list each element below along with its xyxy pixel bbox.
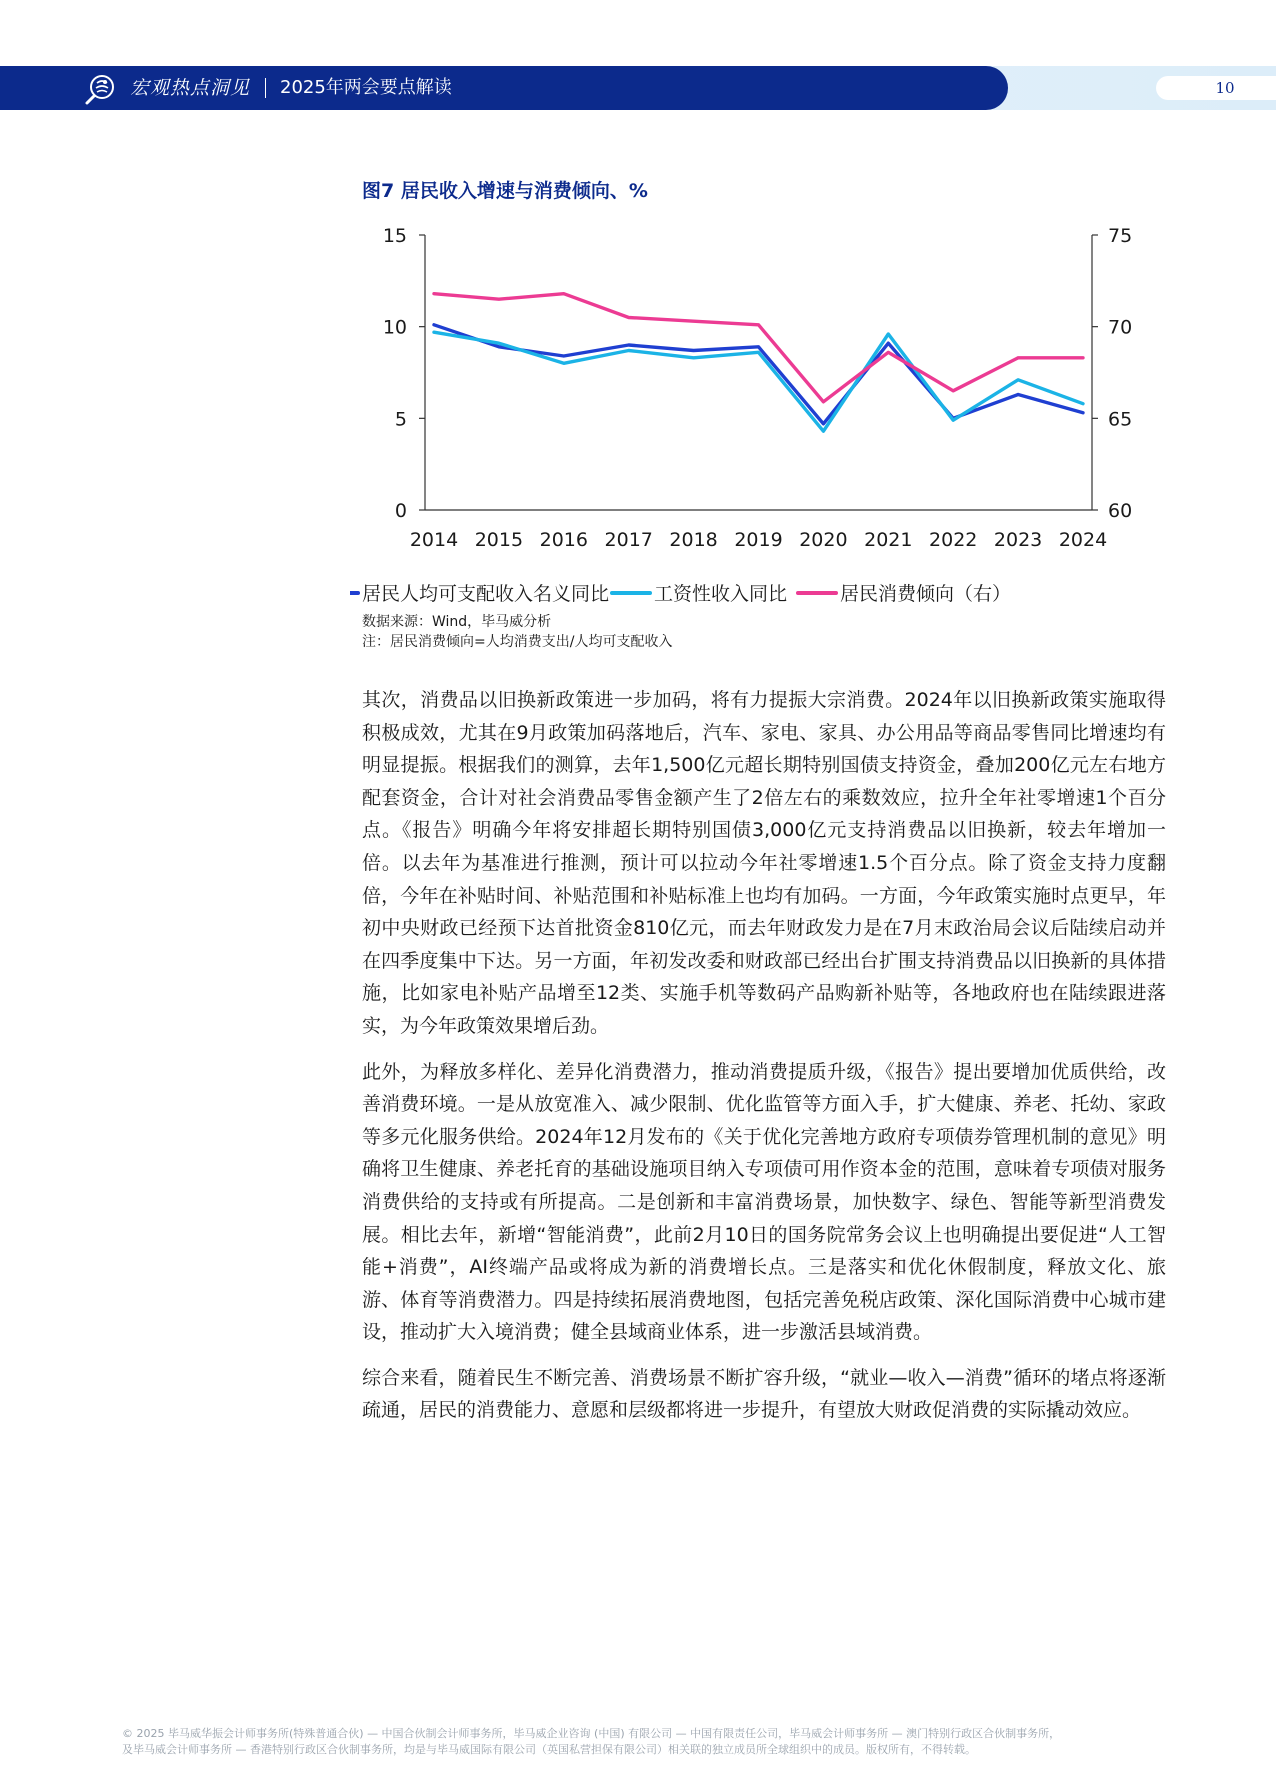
chart-legend <box>350 583 1011 605</box>
y-right-tick-label: 60 <box>1108 500 1133 522</box>
y-left-tick-label: 5 <box>394 408 407 431</box>
x-tick-label: 2019 <box>734 529 783 551</box>
legend-label: 居民人均可支配收入名义同比 <box>362 583 610 605</box>
footer-copyright <box>122 1726 1162 1758</box>
page-number: 10 <box>1215 79 1235 97</box>
y-right-tick-label: 70 <box>1108 316 1133 339</box>
paragraph: 此外，为释放多样化、差异化消费潜力，推动消费提质升级，《报告》提出要增加优质供给，改善消费环境。一是从放宽准入、减少限制、优化监管等方面入手，扩大健康、养老、托幼、家政等多元化服务供给。2024年12月发布的《关于优化完善地方政府专项债券管理机制的意见》明确将卫生健康、养老托育的基础设施项目纳入专项债可用作资本金的范围，意味着专项债对服务消费供给的支持或有所提高。二是创新和丰富消费场景，加快数字、绿色、智能等新型消费发展。相比去年，新增“智能消费”，此前2月10日的国务院常务会议上也明确提出要促进“人工智能+消费”，AI终端产品或将成为新的消费增长点。三是落实和优化休假制度，释放文化、旅游、体育等消费潜力。四是持续拓展消费地图，包括完善免税店政策、深化国际消费中心城市建设，推动扩大入境消费；健全县域商业体系，进一步激活县域消费。 <box>362 1060 1166 1344</box>
figure-source: 数据来源：Wind，毕马威分析 <box>362 614 552 630</box>
paragraph: 其次，消费品以旧换新政策进一步加码，将有力提振大宗消费。2024年以旧换新政策实施取得积极成效，尤其在9月政策加码落地后，汽车、家电、家具、办公用品等商品零售同比增速均有明显提振。根据我们的测算，去年1,500亿元超长期特别国债支持资金，叠加200亿元左右地方配套资金，合计对社会消费品零售金额产生了2倍左右的乘数效应，拉升全年社零增速1个百分点。《报告》明确今年将安排超长期特别国债3,000亿元支持消费品以旧换新，较去年增加一倍。以去年为基准进行推测，预计可以拉动今年社零增速1.5个百分点。除了资金支持力度翻倍，今年在补贴时间、补贴范围和补贴标准上也均有加码。一方面，今年政策实施时点更早，年初中央财政已经预下达首批资金810亿元，而去年财政发力是在7月末政治局会议后陆续启动并在四季度集中下达。另一方面，年初发改委和财政部已经出台扩围支持消费品以旧换新的具体措施，比如家电补贴产品增至12类、实施手机等数码产品购新补贴等，各地政府也在陆续跟进落实，为今年政策效果增后劲。 <box>362 689 1166 1037</box>
logo-icon <box>84 72 118 106</box>
figure-title: 图7 居民收入增速与消费倾向、% <box>362 180 648 202</box>
line-chart <box>350 215 1170 610</box>
x-tick-label: 2015 <box>474 529 524 551</box>
x-tick-label: 2018 <box>669 529 718 551</box>
y-left-tick-label: 10 <box>382 316 407 339</box>
y-left-tick-label: 15 <box>382 225 407 247</box>
x-tick-label: 2023 <box>993 529 1043 551</box>
chart-series <box>434 294 1083 432</box>
figure-note: 注：居民消费倾向=人均消费支出/人均可支配收入 <box>362 634 673 650</box>
x-tick-label: 2017 <box>604 529 653 551</box>
brand-title: 宏观热点洞见 <box>130 77 251 99</box>
y-right-tick-label: 75 <box>1108 225 1133 247</box>
footer-line: 及毕马威会计师事务所 — 香港特别行政区合伙制事务所，均是与毕马威国际有限公司（英国私营担保有限公司）相关联的独立成员所全球组织中的成员。版权所有，不得转载。 <box>122 1743 976 1756</box>
chart-axes <box>383 225 1132 551</box>
paragraph: 综合来看，随着民生不断完善、消费场景不断扩容升级，“就业—收入—消费”循环的堵点将逐渐疏通，居民的消费能力、意愿和层级都将进一步提升，有望放大财政促消费的实际撬动效应。 <box>362 1366 1166 1422</box>
figure-notes <box>362 612 672 652</box>
y-right-tick-label: 65 <box>1108 408 1133 431</box>
y-left-tick-label: 0 <box>394 500 407 522</box>
legend-label: 居民消费倾向（右） <box>840 583 1012 605</box>
legend-label: 工资性收入同比 <box>654 583 788 605</box>
x-tick-label: 2020 <box>799 529 848 551</box>
x-tick-label: 2021 <box>864 529 913 551</box>
x-tick-label: 2024 <box>1058 529 1108 551</box>
header-subtitle: 2025年两会要点解读 <box>280 77 452 98</box>
header-divider <box>265 78 266 98</box>
x-tick-label: 2014 <box>409 529 459 551</box>
x-tick-label: 2016 <box>539 529 588 551</box>
footer-line: © 2025 毕马威华振会计师事务所(特殊普通合伙) — 中国合伙制会计师事务所，毕马威企业咨询 (中国) 有限公司 — 中国有限责任公司，毕马威会计师事务所 — 澳门特别行政区合伙制事务所， <box>122 1727 1061 1740</box>
x-tick-label: 2022 <box>929 529 978 551</box>
body-text <box>362 684 1166 1440</box>
